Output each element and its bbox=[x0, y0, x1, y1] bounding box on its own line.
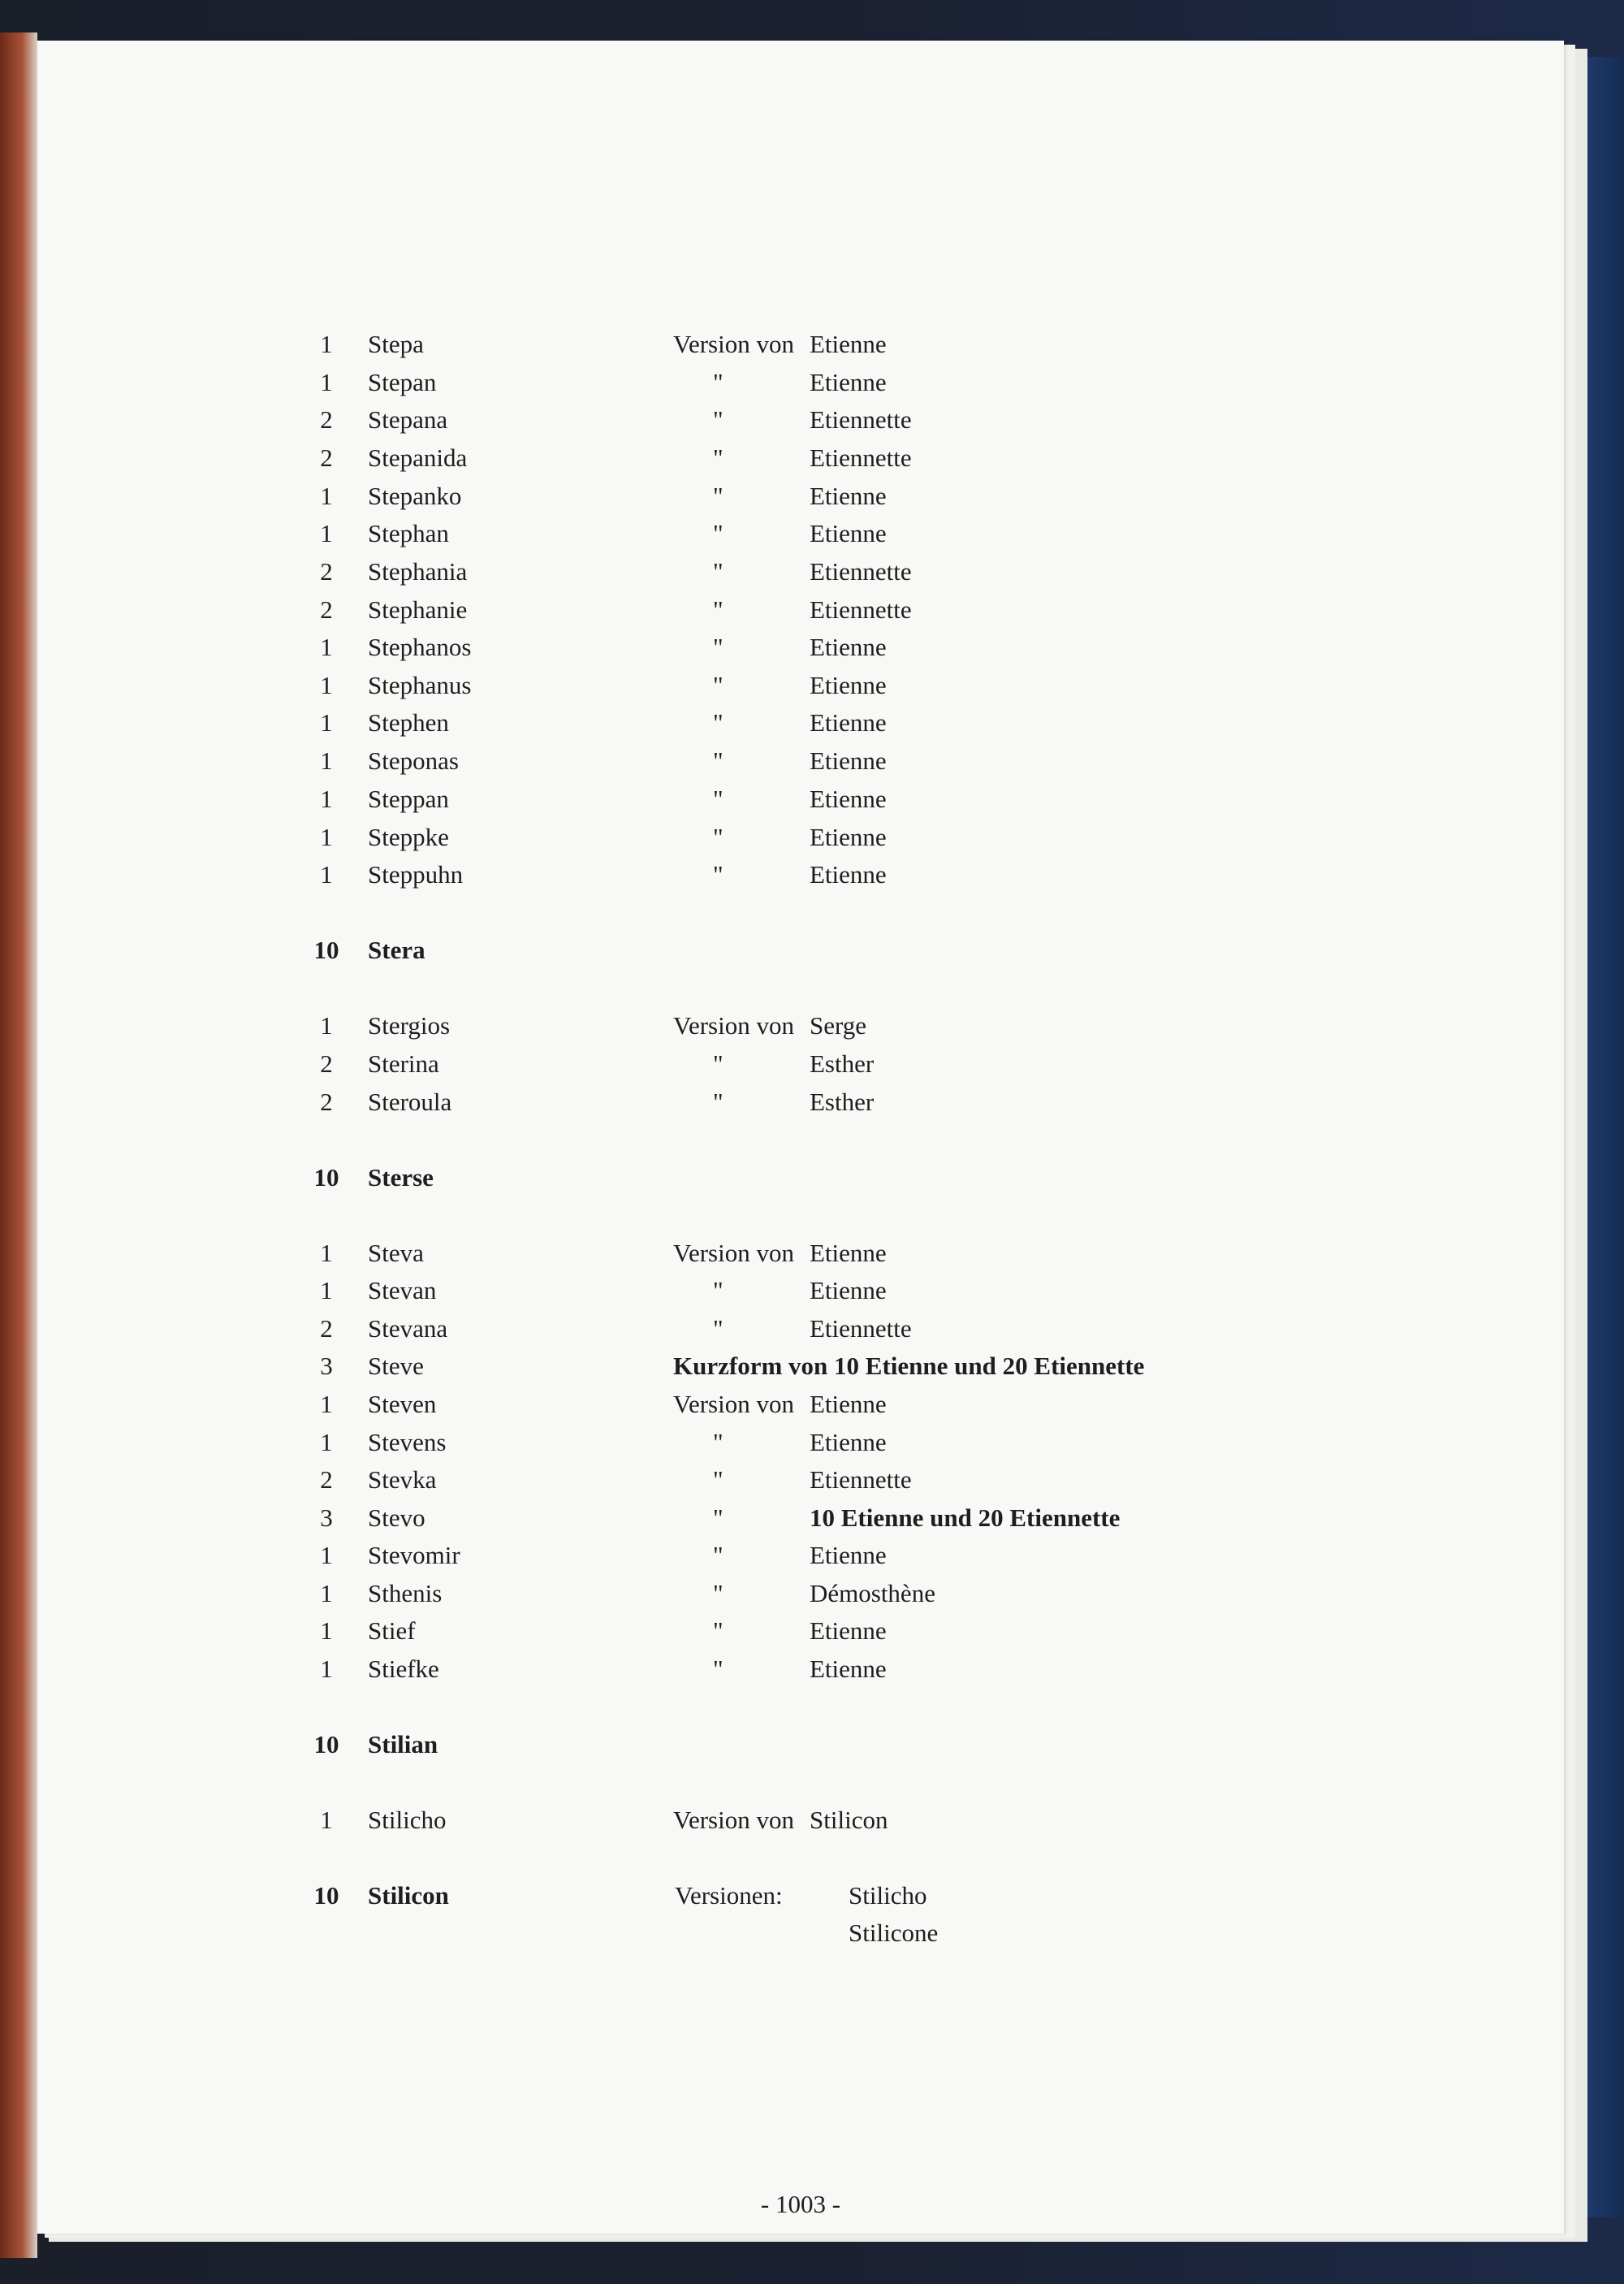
entry-target: Etienne bbox=[810, 1239, 887, 1267]
entry-number: 3 bbox=[320, 1352, 333, 1380]
entry-number: 2 bbox=[320, 595, 333, 624]
entry-relation: Version von bbox=[673, 1390, 794, 1418]
entry-number: 1 bbox=[320, 1579, 333, 1607]
entry-target: Etienne bbox=[810, 330, 887, 358]
entry-name: Stephania bbox=[368, 557, 468, 586]
ditto-mark: " bbox=[713, 1541, 723, 1569]
entry-stepa bbox=[37, 326, 1564, 363]
entry-name: Stepana bbox=[368, 405, 448, 434]
entry-target: Etienne bbox=[810, 860, 887, 889]
entry-stiefke bbox=[37, 1650, 1564, 1688]
entry-number: 1 bbox=[320, 330, 333, 358]
entry-target: Etienne bbox=[810, 1655, 887, 1683]
ditto-mark: " bbox=[713, 482, 723, 510]
entry-name: Stepan bbox=[368, 368, 437, 396]
entry-target: Stilicon bbox=[810, 1806, 888, 1834]
relation-label: Kurzform von bbox=[673, 1352, 828, 1380]
entry-number: 1 bbox=[320, 1428, 333, 1456]
version-item: Stilicho bbox=[849, 1881, 927, 1910]
entry-name: Stief bbox=[368, 1616, 416, 1645]
ditto-mark: " bbox=[713, 1088, 723, 1116]
entry-number: 1 bbox=[320, 671, 333, 699]
entry-stephania bbox=[37, 553, 1564, 590]
entry-number: 1 bbox=[320, 823, 333, 851]
entry-stief bbox=[37, 1612, 1564, 1650]
relation-part: 20 Etiennette bbox=[1002, 1352, 1145, 1380]
entry-target: Etienne bbox=[810, 785, 887, 813]
entry-name: Stephen bbox=[368, 708, 449, 737]
entry-number: 1 bbox=[320, 785, 333, 813]
entry-name: Stilicho bbox=[368, 1806, 447, 1834]
entry-number: 1 bbox=[320, 1390, 333, 1418]
entry-stepan bbox=[37, 364, 1564, 401]
entry-target: Etienne bbox=[810, 1428, 887, 1456]
entry-number: 1 bbox=[320, 1011, 333, 1040]
entry-name: Sterina bbox=[368, 1049, 439, 1078]
entry-target: Etienne bbox=[810, 823, 887, 851]
ditto-mark: " bbox=[713, 405, 723, 434]
entry-sthenis bbox=[37, 1575, 1564, 1612]
entry-steppan bbox=[37, 781, 1564, 818]
entry-target: Etiennette bbox=[810, 557, 912, 586]
ditto-mark: " bbox=[713, 1465, 723, 1494]
entry-name: Stephanus bbox=[368, 671, 472, 699]
entry-number: 1 bbox=[320, 633, 333, 661]
ditto-mark: " bbox=[713, 557, 723, 586]
entry-number: 1 bbox=[320, 1239, 333, 1267]
entry-name: Stevo bbox=[368, 1503, 425, 1532]
entry-stevo bbox=[37, 1499, 1564, 1537]
entry-number: 1 bbox=[320, 860, 333, 889]
entry-stilicon-continued bbox=[37, 1914, 1564, 1952]
entry-stevana bbox=[37, 1310, 1564, 1347]
entry-number: 2 bbox=[320, 443, 333, 472]
entry-target: Etienne bbox=[810, 519, 887, 547]
ditto-mark: " bbox=[713, 1314, 723, 1343]
entry-number: 1 bbox=[320, 1806, 333, 1834]
ditto-mark: " bbox=[713, 1655, 723, 1683]
entry-target: Etienne bbox=[810, 482, 887, 510]
entry-name: Stepanida bbox=[368, 443, 468, 472]
entry-target: Etienne bbox=[810, 1390, 887, 1418]
ditto-mark: " bbox=[713, 785, 723, 813]
entry-number: 1 bbox=[320, 1616, 333, 1645]
entry-stilian bbox=[37, 1726, 1564, 1763]
entry-name: Stepa bbox=[368, 330, 424, 358]
entry-stepanko bbox=[37, 478, 1564, 515]
entry-number: 10 bbox=[313, 1163, 339, 1192]
entry-number: 10 bbox=[313, 936, 339, 964]
entry-number: 1 bbox=[320, 368, 333, 396]
ditto-mark: " bbox=[713, 368, 723, 396]
entry-name: Steppke bbox=[368, 823, 449, 851]
relation-part: 20 Etiennette bbox=[978, 1503, 1121, 1532]
entry-target: Etienne bbox=[810, 671, 887, 699]
entry-stevka bbox=[37, 1461, 1564, 1499]
book-page bbox=[37, 41, 1564, 2234]
entry-name: Stevomir bbox=[368, 1541, 460, 1569]
ditto-mark: " bbox=[713, 823, 723, 851]
entry-relation bbox=[673, 1347, 1144, 1385]
entry-name: Sterse bbox=[368, 1163, 434, 1192]
entry-steve bbox=[37, 1347, 1564, 1385]
ditto-mark: " bbox=[713, 1049, 723, 1078]
ditto-mark: " bbox=[713, 595, 723, 624]
ditto-mark: " bbox=[713, 1579, 723, 1607]
ditto-mark: " bbox=[713, 708, 723, 737]
versions-label: Versionen: bbox=[675, 1881, 783, 1910]
entry-stephan bbox=[37, 515, 1564, 552]
entry-name: Stevens bbox=[368, 1428, 447, 1456]
entry-number: 10 bbox=[313, 1881, 339, 1910]
entry-number: 2 bbox=[320, 405, 333, 434]
entry-target: Etienne bbox=[810, 1541, 887, 1569]
relation-conjunction: und bbox=[954, 1352, 996, 1380]
entry-number: 2 bbox=[320, 1465, 333, 1494]
entry-steven bbox=[37, 1386, 1564, 1423]
entry-number: 2 bbox=[320, 1049, 333, 1078]
entry-name: Stephanos bbox=[368, 633, 472, 661]
entry-number: 2 bbox=[320, 557, 333, 586]
entry-target: Etienne bbox=[810, 1616, 887, 1645]
entry-stera bbox=[37, 932, 1564, 969]
entry-name: Stevana bbox=[368, 1314, 448, 1343]
entry-name: Steva bbox=[368, 1239, 424, 1267]
entry-name: Steppuhn bbox=[368, 860, 464, 889]
entry-relation: Version von bbox=[673, 1011, 794, 1040]
entry-name: Stiefke bbox=[368, 1655, 439, 1683]
entry-number: 3 bbox=[320, 1503, 333, 1532]
entry-target: Etiennette bbox=[810, 1314, 912, 1343]
entry-stephanos bbox=[37, 629, 1564, 666]
entry-steppuhn bbox=[37, 856, 1564, 893]
entry-steppke bbox=[37, 819, 1564, 856]
entry-target: Etiennette bbox=[810, 595, 912, 624]
entry-number: 1 bbox=[320, 519, 333, 547]
entry-number: 1 bbox=[320, 746, 333, 775]
ditto-mark: " bbox=[713, 746, 723, 775]
entry-target: Esther bbox=[810, 1049, 875, 1078]
entry-name: Stevka bbox=[368, 1465, 437, 1494]
book-spine bbox=[1587, 57, 1624, 2217]
entry-steponas bbox=[37, 742, 1564, 780]
ditto-mark: " bbox=[713, 1503, 723, 1532]
ditto-mark: " bbox=[713, 443, 723, 472]
entry-stevens bbox=[37, 1424, 1564, 1461]
ditto-mark: " bbox=[713, 1276, 723, 1304]
entry-name: Stilicon bbox=[368, 1881, 449, 1910]
entry-stephanie bbox=[37, 591, 1564, 629]
entry-name: Stephan bbox=[368, 519, 449, 547]
entry-steva bbox=[37, 1235, 1564, 1272]
entry-name: Steppan bbox=[368, 785, 449, 813]
entry-stevan bbox=[37, 1272, 1564, 1309]
entry-name: Stergios bbox=[368, 1011, 451, 1040]
entry-stephanus bbox=[37, 667, 1564, 704]
entry-number: 1 bbox=[320, 1276, 333, 1304]
entry-target bbox=[810, 1499, 1120, 1537]
entry-number: 10 bbox=[313, 1730, 339, 1758]
book-edge bbox=[0, 32, 37, 2258]
ditto-mark: " bbox=[713, 1428, 723, 1456]
entry-number: 2 bbox=[320, 1314, 333, 1343]
entry-name: Stepanko bbox=[368, 482, 462, 510]
entry-target: Serge bbox=[810, 1011, 867, 1040]
entry-relation: Version von bbox=[673, 1806, 794, 1834]
entry-target: Etiennette bbox=[810, 405, 912, 434]
ditto-mark: " bbox=[713, 671, 723, 699]
entry-target: Etiennette bbox=[810, 443, 912, 472]
entry-target: Esther bbox=[810, 1088, 875, 1116]
entry-stilicon bbox=[37, 1877, 1564, 1914]
entry-stilicho bbox=[37, 1802, 1564, 1839]
entry-name: Steponas bbox=[368, 746, 459, 775]
entry-name: Stera bbox=[368, 936, 425, 964]
entry-number: 1 bbox=[320, 1655, 333, 1683]
ditto-mark: " bbox=[713, 633, 723, 661]
entry-number: 1 bbox=[320, 482, 333, 510]
entry-stepanida bbox=[37, 439, 1564, 477]
entry-target: Etienne bbox=[810, 1276, 887, 1304]
entry-stephen bbox=[37, 704, 1564, 742]
entry-relation: Version von bbox=[673, 330, 794, 358]
entry-number: 1 bbox=[320, 708, 333, 737]
entry-target: Etienne bbox=[810, 368, 887, 396]
relation-conjunction: und bbox=[930, 1503, 972, 1532]
page-number: - 1003 - bbox=[760, 2190, 841, 2218]
version-item: Stilicone bbox=[849, 1918, 939, 1947]
entry-name: Stilian bbox=[368, 1730, 438, 1758]
entry-target: Etienne bbox=[810, 746, 887, 775]
entry-target: Etienne bbox=[810, 633, 887, 661]
entry-number: 2 bbox=[320, 1088, 333, 1116]
entry-sterse bbox=[37, 1159, 1564, 1196]
ditto-mark: " bbox=[713, 860, 723, 889]
entry-stergios bbox=[37, 1007, 1564, 1045]
entry-name: Steve bbox=[368, 1352, 424, 1380]
entry-target: Démosthène bbox=[810, 1579, 935, 1607]
entry-steroula bbox=[37, 1084, 1564, 1121]
entry-stepana bbox=[37, 401, 1564, 439]
entry-name: Stephanie bbox=[368, 595, 468, 624]
entry-name: Steven bbox=[368, 1390, 437, 1418]
entry-name: Steroula bbox=[368, 1088, 452, 1116]
entry-number: 1 bbox=[320, 1541, 333, 1569]
entry-stevomir bbox=[37, 1537, 1564, 1574]
entry-name: Sthenis bbox=[368, 1579, 443, 1607]
entry-target: Etienne bbox=[810, 708, 887, 737]
relation-part: 10 Etienne bbox=[810, 1503, 924, 1532]
entry-relation: Version von bbox=[673, 1239, 794, 1267]
entry-sterina bbox=[37, 1045, 1564, 1083]
entry-target: Etiennette bbox=[810, 1465, 912, 1494]
ditto-mark: " bbox=[713, 519, 723, 547]
entry-name: Stevan bbox=[368, 1276, 437, 1304]
relation-part: 10 Etienne bbox=[834, 1352, 948, 1380]
ditto-mark: " bbox=[713, 1616, 723, 1645]
